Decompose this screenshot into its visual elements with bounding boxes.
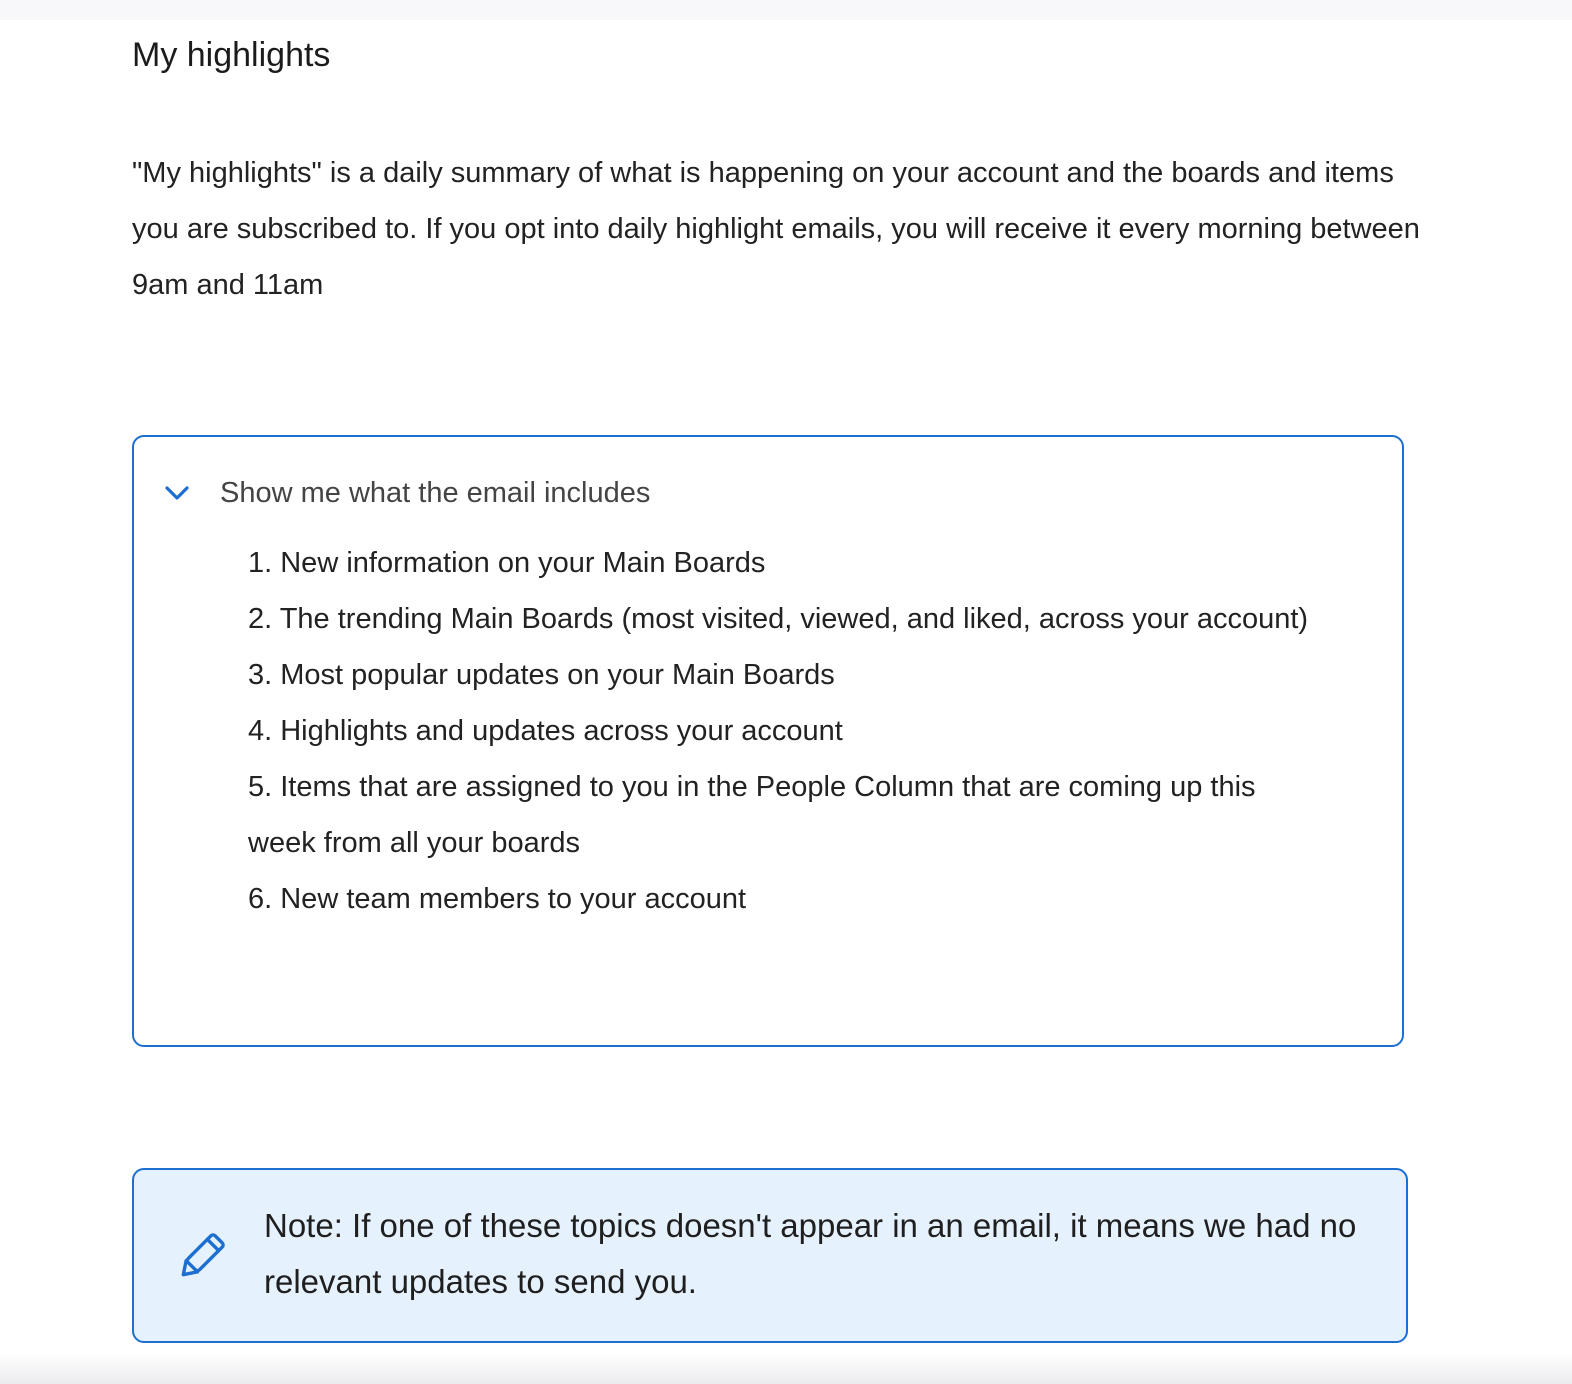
top-edge bbox=[0, 0, 1572, 20]
list-item: 2. The trending Main Boards (most visited, viewed, and liked, across your account) bbox=[248, 603, 1309, 635]
list-item: 1. New information on your Main Boards bbox=[248, 547, 766, 579]
list-item: 3. Most popular updates on your Main Boards bbox=[248, 659, 835, 691]
show-email-includes-toggle[interactable] bbox=[162, 473, 650, 513]
email-includes-panel bbox=[132, 435, 1404, 1047]
page-title: My highlights bbox=[132, 36, 331, 74]
note-callout bbox=[132, 1168, 1408, 1343]
email-includes-list bbox=[248, 535, 1328, 927]
intro-paragraph: "My highlights" is a daily summary of what is happening on your account and the boards and items you are subscribed to. If you opt into daily highlight emails, you will receive it every morning between 9am and 11am bbox=[132, 157, 1420, 301]
note-text: Note: If one of these topics doesn't appear in an email, it means we had no relevant updates to send you. bbox=[264, 1207, 1357, 1300]
list-item: 6. New team members to your account bbox=[248, 883, 747, 915]
list-item: 4. Highlights and updates across your account bbox=[248, 715, 843, 747]
list-item: 5. Items that are assigned to you in the People Column that are coming up this week from all your boards bbox=[248, 771, 1256, 859]
chevron-down-icon bbox=[162, 478, 192, 508]
toggle-label: Show me what the email includes bbox=[220, 476, 651, 509]
pencil-icon bbox=[172, 1228, 230, 1286]
bottom-edge bbox=[0, 1352, 1572, 1384]
